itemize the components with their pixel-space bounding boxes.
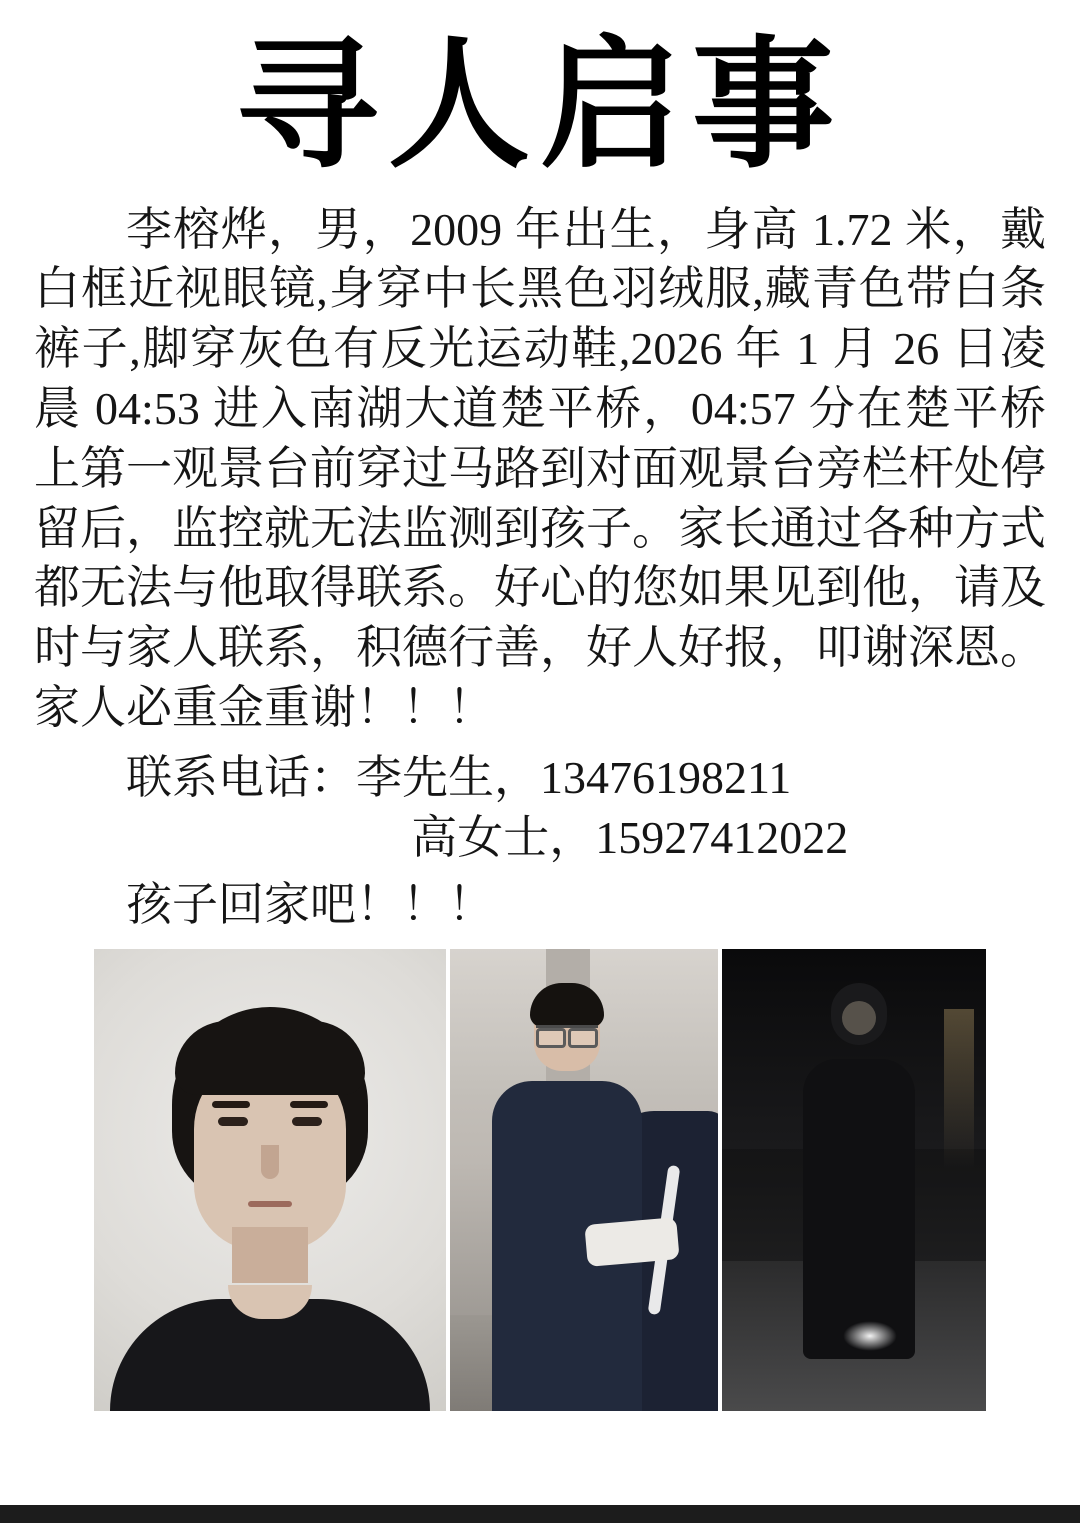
contact-line-primary: 联系电话：李先生，13476198211 [126,751,792,803]
poster-body [0,194,1080,738]
outdoor-held-object [584,1217,679,1267]
cctv-figure-body [803,1059,915,1359]
cctv-reflective-shoe-glow [843,1321,897,1351]
bottom-bar [0,1505,1080,1523]
contact-line-secondary: 高女士，15927412022 [411,812,849,864]
portrait-eye-left [218,1117,248,1126]
portrait-fringe [175,1021,365,1095]
cctv-figure-face [842,1001,876,1035]
portrait-eye-right [292,1117,322,1126]
photo-id-portrait [94,949,446,1411]
page-title: 寻人启事 [236,23,844,188]
glasses-icon [536,1025,598,1044]
portrait-eyebrow-left [212,1101,250,1108]
plea-text: 孩子回家吧！！！ [126,879,494,931]
cctv-lamp-glow [944,1009,974,1169]
poster-body-text: 李榕烨，男，2009 年出生，身高 1.72 米，戴白框近视眼镜,身穿中长黑色羽绒服,藏青色带白条裤子,脚穿灰色有反光运动鞋,2026 年 1 月 26 日凌晨 04:53 进入南湖大道楚平桥，04:57 分在楚平桥上第一观景台前穿过马路到对面观景台旁栏杆处停留后，监控就无法监测到孩子。家长通过各种方式都无法与他取得联系。好心的您如果见到他，请及时与家人联系，积德行善，好人好报，叩谢深恩。家人必重金重谢！！！ [34,203,1046,733]
photo-outdoor-group [450,949,718,1411]
photo-cctv-still [722,949,986,1411]
portrait-eyebrow-right [290,1101,328,1108]
portrait-mouth [248,1201,292,1207]
portrait-neck [232,1227,308,1283]
portrait-nose [261,1145,279,1179]
photo-strip [94,949,986,1411]
contact-block [0,738,1080,869]
